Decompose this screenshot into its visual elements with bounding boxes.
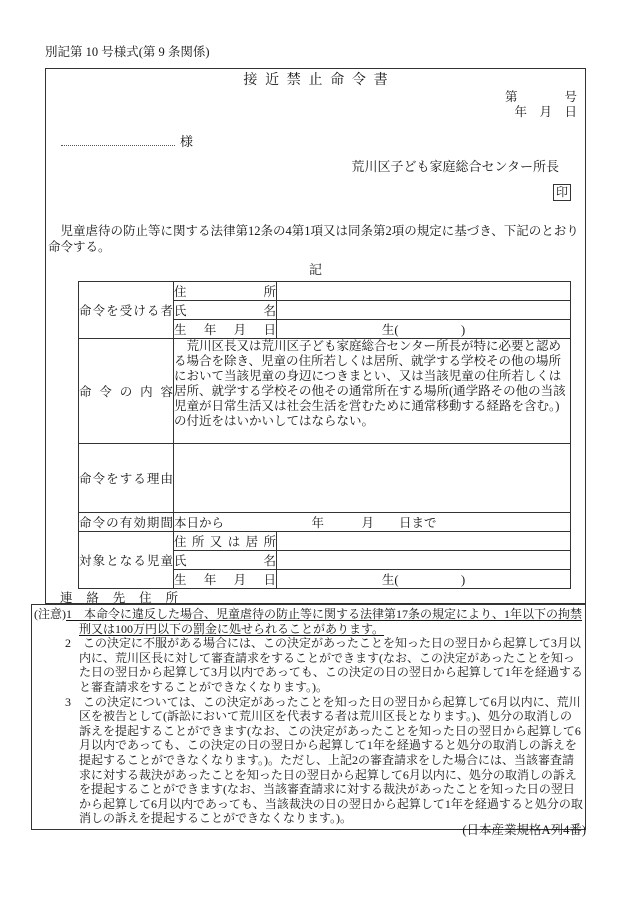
order-body-text: 児童虐待の防止等に関する法律第12条の4第1項又は同条第2項の規定に基づき、下記のとおり命令する。 <box>48 224 579 254</box>
table-row <box>79 532 571 551</box>
child-address-label: 住所又は居所 <box>174 532 277 551</box>
note-1-text: 1 本命令に違反した場合、児童虐待の防止等に関する法律第17条の規定により、1年以下の拘禁刑又は100万円以下の罰金に処せられることがあります。 <box>66 607 583 636</box>
document-number-prefix: 第 <box>505 90 518 104</box>
child-label-cell: 対象となる児童 <box>79 532 174 589</box>
contact-address-label: 連絡先住所 <box>60 591 178 604</box>
order-reason-text-cell <box>174 444 571 513</box>
recipient-name-label: 氏名 <box>174 301 277 320</box>
recipient-address-value <box>277 282 571 301</box>
contact-block <box>60 592 585 604</box>
validity-period-label-cell: 命令の有効期間 <box>79 513 174 532</box>
child-name-label: 氏名 <box>174 551 277 570</box>
addressee-honorific: 様 <box>180 134 194 149</box>
addressee-name-dotted-line <box>61 133 175 146</box>
order-document-frame <box>45 68 586 604</box>
table-row <box>79 444 571 513</box>
order-content-label-cell: 命令の内容 <box>79 339 174 444</box>
document-date-line: 年 月 日 <box>514 105 577 119</box>
notes-prefix: (注意) <box>34 607 66 621</box>
document-number-line <box>46 90 585 105</box>
note-item-2 <box>34 636 583 694</box>
recipient-birthdate-label: 生年月日 <box>174 320 277 339</box>
table-row <box>79 339 571 444</box>
issuer-title: 荒川区子ども家庭総合センター所長 <box>351 159 559 174</box>
child-birthdate-value: 生( ) <box>277 570 571 589</box>
recipient-name-value <box>277 301 571 320</box>
note-3-text: 3 この決定については、この決定があったことを知った日の翌日から起算して6月以内に、荒川区を被告として(訴訟において荒川区を代表する者は荒川区長となります。)、処分の取消しの訴えを提起することができます(なお、この決定があったことを知った日の翌日から起算して6月以内であっても、この決定の日の翌日から起算して1年を経過すると処分の取消しの訴えを提起することができなくなります。)。ただし、上記2の審査請求をした場合には、当該審査請求に対する裁決があったことを知った日の翌日から起算して6月以内に、処分の取消しの訴えを提起することができます(なお、当該審査請求に対する裁決があったことを知った日の翌日から起算して6月以内であっても、当該裁決の日の翌日から起算して1年を経過すると処分の取消しの訴えを提起することができなくなります。)。 <box>65 694 583 826</box>
recipient-birthdate-value: 生( ) <box>277 320 571 339</box>
note-item-1 <box>34 607 583 636</box>
notes-frame <box>31 604 586 830</box>
seal-mark: 印 <box>553 184 571 201</box>
document-title: 接近禁止命令書 <box>243 73 396 88</box>
recipient-label-cell: 命令を受ける者 <box>79 282 174 339</box>
form-style-id: 別記第 10 号様式(第 9 条関係) <box>45 45 210 59</box>
addressee-line <box>61 133 585 150</box>
seal-row <box>46 183 571 201</box>
table-row <box>79 282 571 301</box>
order-content-text-cell: 荒川区長又は荒川区子ども家庭総合センター所長が特に必要と認める場合を除き、児童の住所若しくは居所、就学する学校その他の場所において当該児童の身辺につきまとい、又は当該児童の住所若しくは居所、就学する学校その他その通常所在する場所(通学路その他の当該児童が日常生活又は社会生活を営むために通常移動する経路を含む。)の付近をはいかいしてはならない。 <box>174 339 571 444</box>
record-marker: 記 <box>308 262 322 277</box>
note-2-text: 2 この決定に不服がある場合には、この決定があったことを知った日の翌日から起算して3月以内に、荒川区長に対して審査請求をすることができます(なお、この決定があったことを知った日の翌日から起算して3月以内であっても、この決定の日の翌日から起算して1年を経過すると審査請求をすることができなくなります。)。 <box>65 636 583 694</box>
validity-period-value-cell: 本日から 年 月 日まで <box>174 513 571 532</box>
child-name-value <box>277 551 571 570</box>
order-reason-label-cell: 命令をする理由 <box>79 444 174 513</box>
note-item-3 <box>34 695 583 826</box>
order-details-table <box>78 281 571 589</box>
table-row <box>79 513 571 532</box>
document-number-suffix: 号 <box>564 90 577 104</box>
jis-paper-size-note: (日本産業規格A列4番) <box>462 823 586 837</box>
child-birthdate-label: 生年月日 <box>174 570 277 589</box>
child-address-value <box>277 532 571 551</box>
recipient-address-label: 住所 <box>174 282 277 301</box>
